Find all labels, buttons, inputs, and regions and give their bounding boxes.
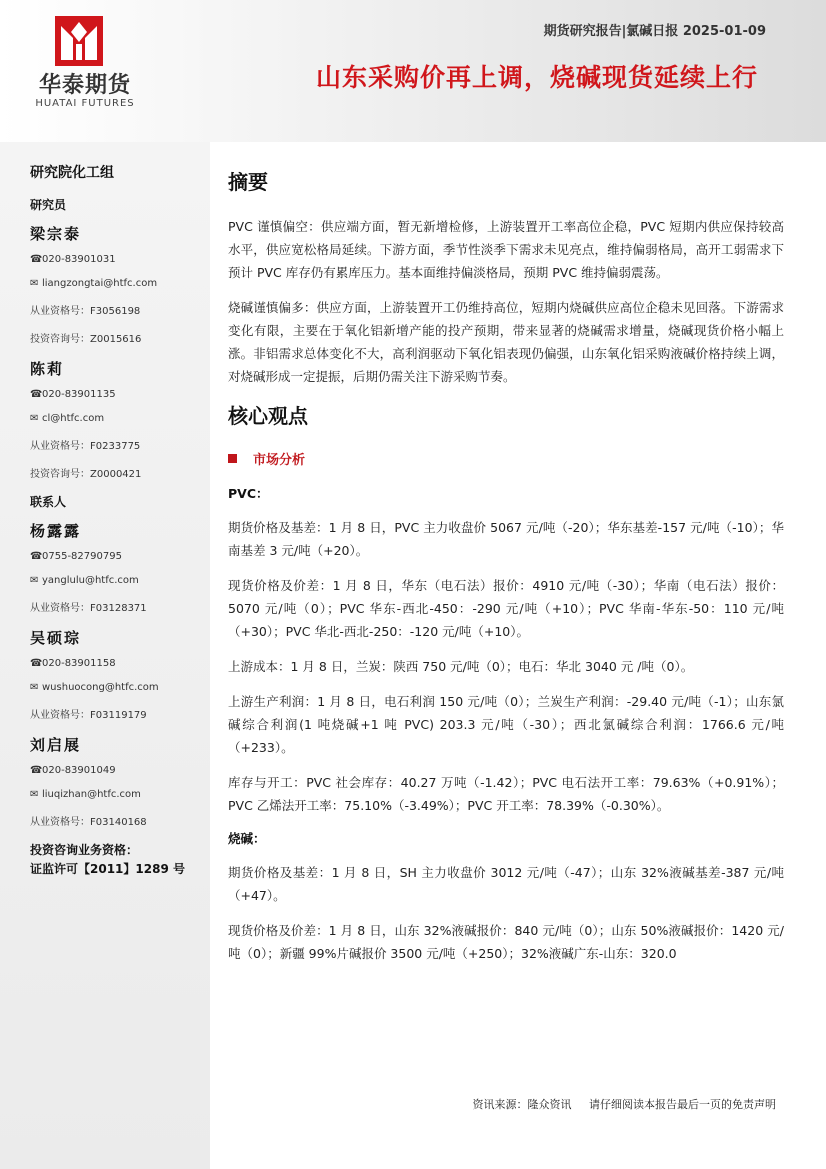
email-icon: ✉ xyxy=(30,575,39,586)
summary-paragraph: PVC 谨慎偏空：供应端方面，暂无新增检修，上游装置开工率高位企稳，PVC 短期内供应保持较高水平，供应宽松格局延续。下游方面，季节性淡季下需求未见亮点，维持偏弱格局，高开工弱需求下预计 PVC 库存仍有累库压力。基本面维持偏淡格局，预期 PVC 维持偏弱震荡。 xyxy=(228,219,784,280)
pvc-paragraph: 期货价格及基差：1 月 8 日，PVC 主力收盘价 5067 元/吨（-20）；华东基差-157 元/吨（-10）；华南基差 3 元/吨（+20）。 xyxy=(228,520,784,558)
contact-card xyxy=(30,627,205,721)
analyst-sidebar xyxy=(0,142,210,1169)
page-footer xyxy=(473,1096,776,1112)
summary-heading: 摘要 xyxy=(228,170,268,194)
invest-number: Z0000421 xyxy=(90,469,142,480)
license-number: F03140168 xyxy=(90,817,147,828)
footer-source: 资讯来源：隆众资讯 xyxy=(472,1098,572,1111)
invest-number: Z0015616 xyxy=(90,334,142,345)
summary-paragraph: 烧碱谨慎偏多：供应方面，上游装置开工仍维持高位，短期内烧碱供应高位企稳未见回落。下游需求变化有限，主要在于氧化铝新增产能的投产预期，带来显著的烧碱需求增量，烧碱现货价格小幅上涨。非铝需求总体变化不大，高利润驱动下氧化铝表现仍偏强，山东氧化铝采购液碱价格持续上调，对烧碱形成一定提振，后期仍需关注下游采购节奏。 xyxy=(228,300,784,384)
phone-icon: ☎ xyxy=(30,658,43,669)
license-line-1: 投资咨询业务资格： xyxy=(30,843,139,857)
research-group: 研究院化工组 xyxy=(30,165,114,181)
bullet-square-icon xyxy=(228,454,237,463)
logo-english-name: HUATAI FUTURES xyxy=(35,98,135,109)
report-body xyxy=(228,160,784,977)
license-qualification xyxy=(30,841,205,879)
caustic-subheading: 烧碱： xyxy=(228,831,266,846)
phone-icon: ☎ xyxy=(30,551,43,562)
contact-name: 吴硕琮 xyxy=(30,629,82,647)
report-meta: 期货研究报告|氯碱日报 2025-01-09 xyxy=(543,24,766,39)
license-label: 从业资格号： xyxy=(30,710,90,721)
pvc-paragraph: 上游成本：1 月 8 日，兰炭：陕西 750 元/吨（0）；电石：华北 3040 元 /吨（0）。 xyxy=(228,659,694,674)
company-logo xyxy=(30,16,140,116)
report-header xyxy=(0,0,826,142)
analyst-name: 陈莉 xyxy=(30,360,65,378)
contact-email[interactable]: liuqizhan@htfc.com xyxy=(42,789,141,800)
invest-label: 投资咨询号： xyxy=(30,334,90,345)
invest-label: 投资咨询号： xyxy=(30,469,90,480)
caustic-paragraph: 期货价格及基差：1 月 8 日，SH 主力收盘价 3012 元/吨（-47）；山东 32%液碱基差-387 元/吨（+47）。 xyxy=(228,865,784,903)
contact-name: 刘启展 xyxy=(30,736,82,754)
role-researcher: 研究员 xyxy=(30,198,67,212)
license-number: F03119179 xyxy=(90,710,147,721)
researcher-card xyxy=(30,223,205,345)
pvc-paragraph: 库存与开工：PVC 社会库存：40.27 万吨（-1.42）；PVC 电石法开工率：79.63%（+0.91%）；PVC 乙烯法开工率：75.10%（-3.49%）；PVC 开工率：78.39%（-0.30%）。 xyxy=(228,775,784,813)
contact-card xyxy=(30,734,205,828)
contact-email[interactable]: wushuocong@htfc.com xyxy=(42,682,159,693)
logo-chinese-name: 华泰期货 xyxy=(38,73,131,98)
huatai-logo-icon xyxy=(55,16,103,66)
email-icon: ✉ xyxy=(30,278,39,289)
analyst-email[interactable]: cl@htfc.com xyxy=(42,413,105,424)
report-title: 山东采购价再上调，烧碱现货延续上行 xyxy=(315,63,758,92)
license-number: F03128371 xyxy=(90,603,147,614)
phone-icon: ☎ xyxy=(30,765,43,776)
contact-phone: 020-83901049 xyxy=(42,765,116,776)
license-number: F0233775 xyxy=(90,441,141,452)
pvc-paragraph: 上游生产利润：1 月 8 日，电石利润 150 元/吨（0）；兰炭生产利润：-29.40 元/吨（-1）；山东氯碱综合利润(1 吨烧碱+1 吨 PVC) 203.3 元/吨（-30）；西北氯碱综合利润：1766.6 元/吨（+233）。 xyxy=(228,694,784,755)
analyst-email[interactable]: liangzongtai@htfc.com xyxy=(42,278,158,289)
contact-name: 杨露露 xyxy=(30,522,82,540)
email-icon: ✉ xyxy=(30,789,39,800)
footer-disclaimer: 请仔细阅读本报告最后一页的免责声明 xyxy=(589,1098,776,1111)
phone-icon: ☎ xyxy=(30,254,43,265)
phone-icon: ☎ xyxy=(30,389,43,400)
analyst-phone: 020-83901031 xyxy=(42,254,116,265)
pvc-paragraph: 现货价格及价差：1 月 8 日，华东（电石法）报价：4910 元/吨（-30）；华南（电石法）报价：5070 元/吨（0）；PVC 华东-西北-450：-290 元/吨（+10）；PVC 华南-华东-50：110 元/吨（+30）；PVC 华北-西北-250：-120 元/吨（+10）。 xyxy=(228,578,784,639)
researcher-card xyxy=(30,358,205,480)
contact-phone: 020-83901158 xyxy=(42,658,116,669)
market-analysis-label: 市场分析 xyxy=(253,453,306,468)
analyst-name: 梁宗泰 xyxy=(30,225,82,243)
caustic-paragraph: 现货价格及价差：1 月 8 日，山东 32%液碱报价：840 元/吨（0）；山东 50%液碱报价：1420 元/吨（0）；新疆 99%片碱报价 3500 元/吨（+250）；32%液碱广东-山东：320.0 xyxy=(228,923,784,961)
core-view-heading: 核心观点 xyxy=(228,404,308,428)
license-label: 从业资格号： xyxy=(30,817,90,828)
contact-email[interactable]: yanglulu@htfc.com xyxy=(42,575,139,586)
license-line-2: 证监许可【2011】1289 号 xyxy=(30,862,185,876)
license-label: 从业资格号： xyxy=(30,306,90,317)
email-icon: ✉ xyxy=(30,682,39,693)
license-label: 从业资格号： xyxy=(30,441,90,452)
market-analysis-heading xyxy=(228,449,784,468)
analyst-phone: 020-83901135 xyxy=(42,389,116,400)
role-contact: 联系人 xyxy=(30,495,67,509)
contact-phone: 0755-82790795 xyxy=(42,551,122,562)
license-number: F3056198 xyxy=(90,306,141,317)
email-icon: ✉ xyxy=(30,413,39,424)
license-label: 从业资格号： xyxy=(30,603,90,614)
contact-card xyxy=(30,520,205,614)
pvc-subheading: PVC： xyxy=(228,486,269,501)
